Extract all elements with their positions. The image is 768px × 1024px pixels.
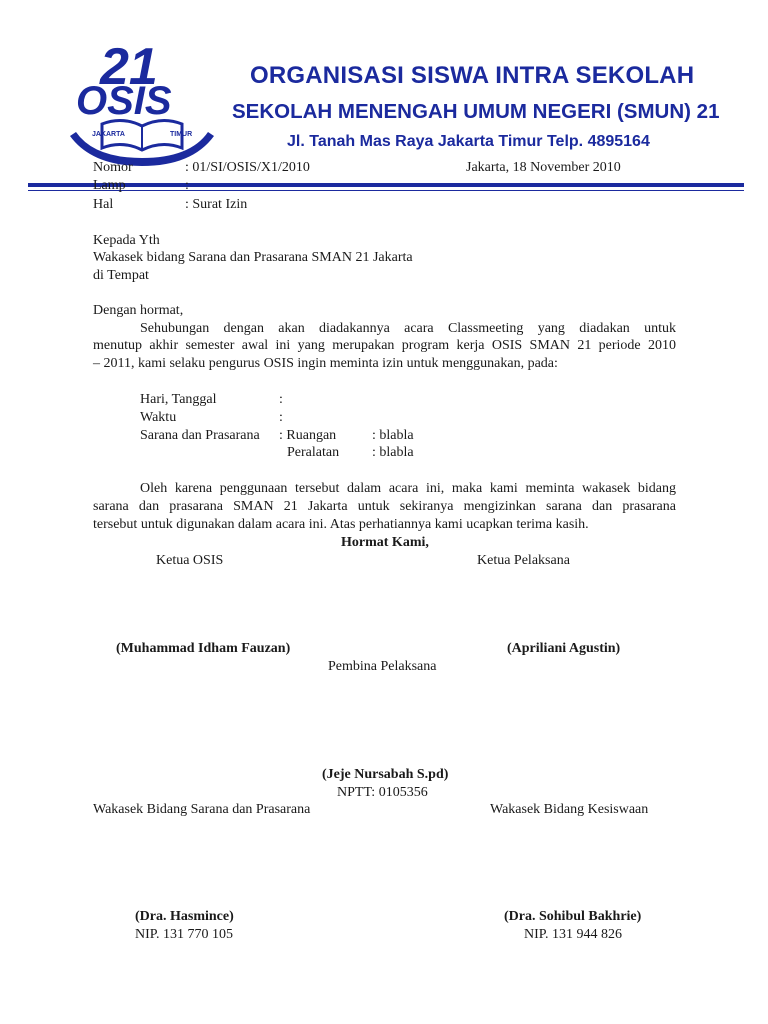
hari-colon: : xyxy=(279,392,283,407)
paragraph-2-line-3: tersebut untuk digunakan dalam acara ini. Atas perhatiannya kami ucapkan terima kasih. xyxy=(93,517,589,532)
ruangan-value: : blabla xyxy=(372,428,414,443)
recipient-line-3: di Tempat xyxy=(93,268,149,283)
pembina-id: NPTT: 0105356 xyxy=(337,785,428,800)
lamp-label: Lamp xyxy=(93,178,126,193)
lamp-value: : xyxy=(185,178,189,193)
wakasek-sarana-name: (Dra. Hasmince) xyxy=(135,909,234,924)
nomor-value: : 01/SI/OSIS/X1/2010 xyxy=(185,160,310,175)
paragraph-2-line-1: Oleh karena penggunaan tersebut dalam acara ini, maka kami meminta wakasek bidang xyxy=(140,481,676,496)
paragraph-1-line-1: Sehubungan dengan akan diadakannya acara Classmeeting yang diadakan untuk xyxy=(140,321,676,336)
wakasek-sarana-title: Wakasek Bidang Sarana dan Prasarana xyxy=(93,802,311,817)
nomor-label: Nomor xyxy=(93,160,133,175)
wakasek-kesiswaan-title: Wakasek Bidang Kesiswaan xyxy=(490,802,649,817)
recipient-line-2: Wakasek bidang Sarana dan Prasarana SMAN 21 Jakarta xyxy=(93,250,413,265)
wakasek-sarana-nip: NIP. 131 770 105 xyxy=(135,927,234,942)
hal-value: : Surat Izin xyxy=(185,197,248,212)
letterhead-rule-thin xyxy=(28,190,744,191)
paragraph-1-line-3: – 2011, kami selaku pengurus OSIS ingin meminta izin untuk menggunakan, pada: xyxy=(93,356,558,371)
letterhead-rule-thick xyxy=(28,183,744,187)
waktu-label: Waktu xyxy=(140,410,177,425)
hal-label: Hal xyxy=(93,197,114,212)
sarana-label: Sarana dan Prasarana xyxy=(140,428,260,443)
svg-text:OSIS: OSIS xyxy=(76,79,172,123)
org-name: ORGANISASI SISWA INTRA SEKOLAH xyxy=(250,62,695,89)
ketua-pelaksana-title: Ketua Pelaksana xyxy=(477,553,570,568)
pembina-title: Pembina Pelaksana xyxy=(328,659,437,674)
ketua-osis-title: Ketua OSIS xyxy=(156,553,224,568)
pembina-name: (Jeje Nursabah S.pd) xyxy=(322,767,449,782)
place-date: Jakarta, 18 November 2010 xyxy=(466,160,621,175)
school-name: SEKOLAH MENENGAH UMUM NEGERI (SMUN) 21 xyxy=(232,100,720,123)
svg-text:21: 21 xyxy=(100,38,158,96)
ruangan-label: : Ruangan xyxy=(279,428,337,443)
hari-label: Hari, Tanggal xyxy=(140,392,217,407)
school-address: Jl. Tanah Mas Raya Jakarta Timur Telp. 4895164 xyxy=(287,133,650,150)
paragraph-2-line-2: sarana dan prasarana SMAN 21 Jakarta untuk sekiranya mengizinkan sarana dan prasarana xyxy=(93,499,676,514)
ketua-osis-name: (Muhammad Idham Fauzan) xyxy=(116,641,291,656)
osis-logo xyxy=(62,36,222,176)
peralatan-value: : blabla xyxy=(372,445,414,460)
svg-text:JAKARTA: JAKARTA xyxy=(92,131,125,138)
wakasek-kesiswaan-name: (Dra. Sohibul Bakhrie) xyxy=(504,909,642,924)
svg-text:TIMUR: TIMUR xyxy=(170,131,193,138)
wakasek-kesiswaan-nip: NIP. 131 944 826 xyxy=(524,927,623,942)
paragraph-1-line-2: menutup akhir semester awal ini yang merupakan program kerja OSIS SMAN 21 periode 2010 xyxy=(93,338,676,353)
ketua-pelaksana-name: (Apriliani Agustin) xyxy=(507,641,621,656)
greeting: Dengan hormat, xyxy=(93,303,184,318)
peralatan-label: Peralatan xyxy=(287,445,340,460)
closing: Hormat Kami, xyxy=(341,535,429,550)
recipient-line-1: Kepada Yth xyxy=(93,233,160,248)
waktu-colon: : xyxy=(279,410,283,425)
